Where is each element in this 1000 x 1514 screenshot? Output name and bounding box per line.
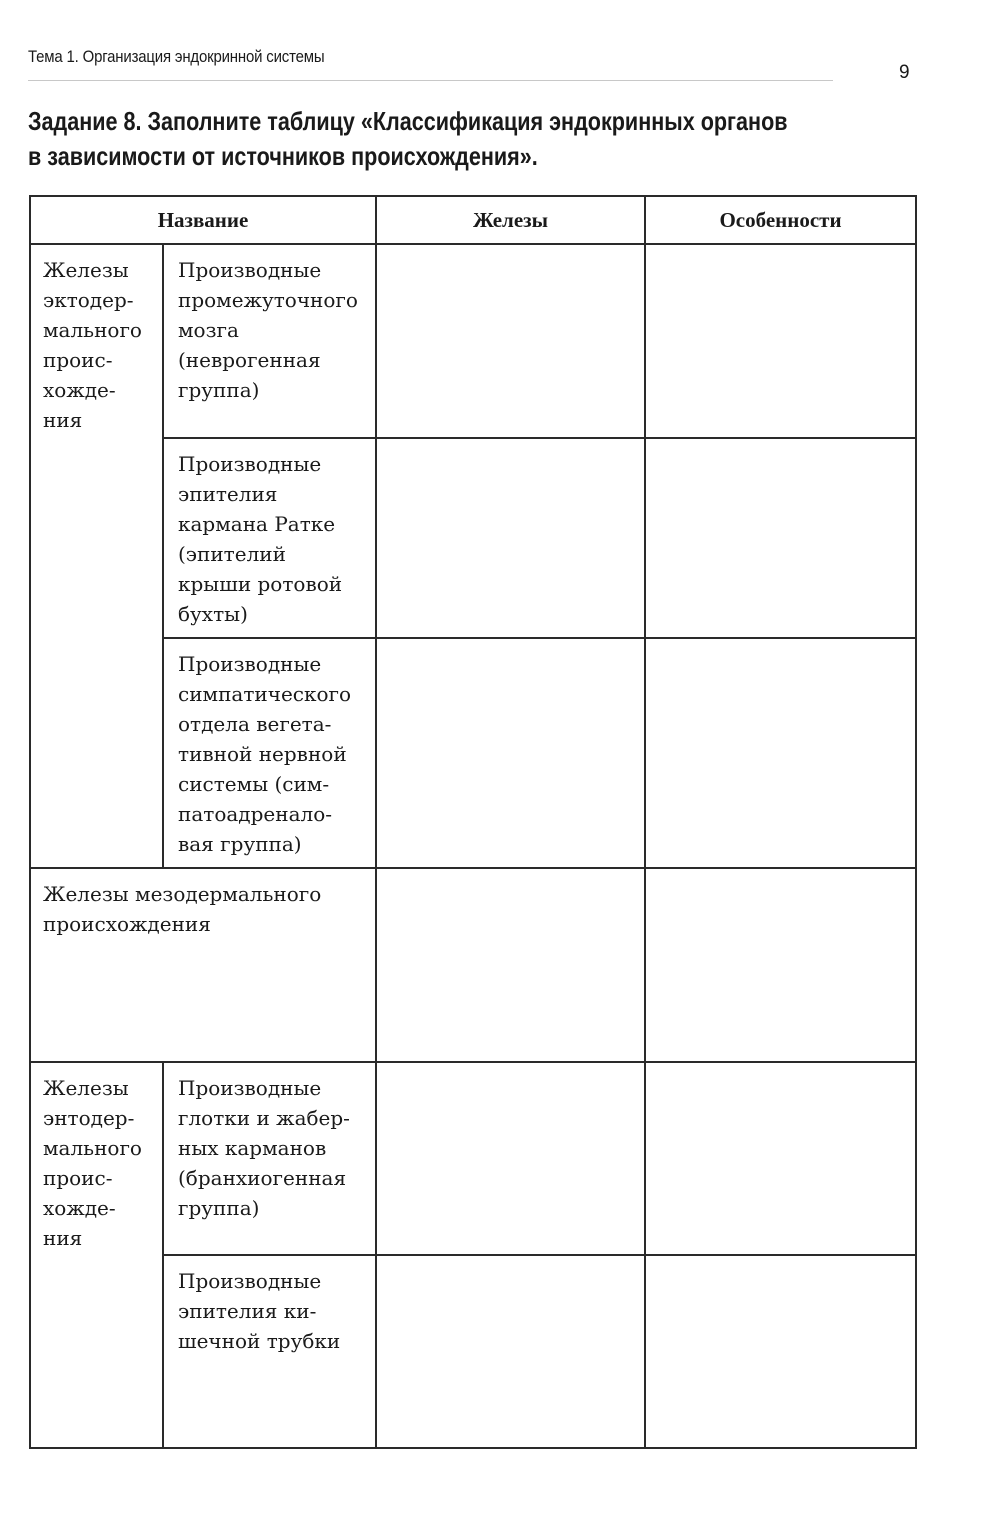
running-head-title: Тема 1. Организация эндокринной системы [28,47,325,66]
glands-input-cell[interactable] [376,438,645,638]
table-row [30,868,916,1062]
task-title-line-2: в зависимости от источников происхождения». [28,141,538,171]
header-divider [28,80,833,81]
features-input-cell[interactable] [645,868,916,1062]
column-header-features: Особенности [645,196,916,244]
subgroup-label: Производные эпителия кармана Ратке (эпителий крыши ротовой бухты) [163,438,376,638]
glands-input-cell[interactable] [376,868,645,1062]
features-input-cell[interactable] [645,438,916,638]
features-input-cell[interactable] [645,1255,916,1448]
subgroup-label: Производные симпатического отдела вегета- тивной нервной системы (сим- патоадренало- вая группа) [163,638,376,868]
table-row [30,1255,916,1448]
classification-table [29,195,917,1449]
group-mesoderm-label: Железы мезодермального происхождения [30,868,376,1062]
glands-input-cell[interactable] [376,638,645,868]
task-title [28,104,858,174]
subgroup-label: Производные глотки и жабер- ных карманов (бранхиогенная группа) [163,1062,376,1255]
glands-input-cell[interactable] [376,244,645,438]
page-number: 9 [899,62,910,83]
table-row [30,244,916,438]
group-ectoderm-label: Железы эктодер- мального проис- хожде- ния [30,244,163,868]
glands-input-cell[interactable] [376,1255,645,1448]
group-endoderm-label: Железы энтодер- мального проис- хожде- ния [30,1062,163,1448]
table-row [30,438,916,638]
task-title-line-1: Задание 8. Заполните таблицу «Классификация эндокринных органов [28,106,788,136]
subgroup-label: Производные эпителия ки- шечной трубки [163,1255,376,1448]
subgroup-label: Производные промежуточного мозга (неврогенная группа) [163,244,376,438]
features-input-cell[interactable] [645,244,916,438]
column-header-glands: Железы [376,196,645,244]
features-input-cell[interactable] [645,1062,916,1255]
table-header-row [30,196,916,244]
column-header-name: Название [30,196,376,244]
table-row [30,638,916,868]
features-input-cell[interactable] [645,638,916,868]
glands-input-cell[interactable] [376,1062,645,1255]
table-row [30,1062,916,1255]
